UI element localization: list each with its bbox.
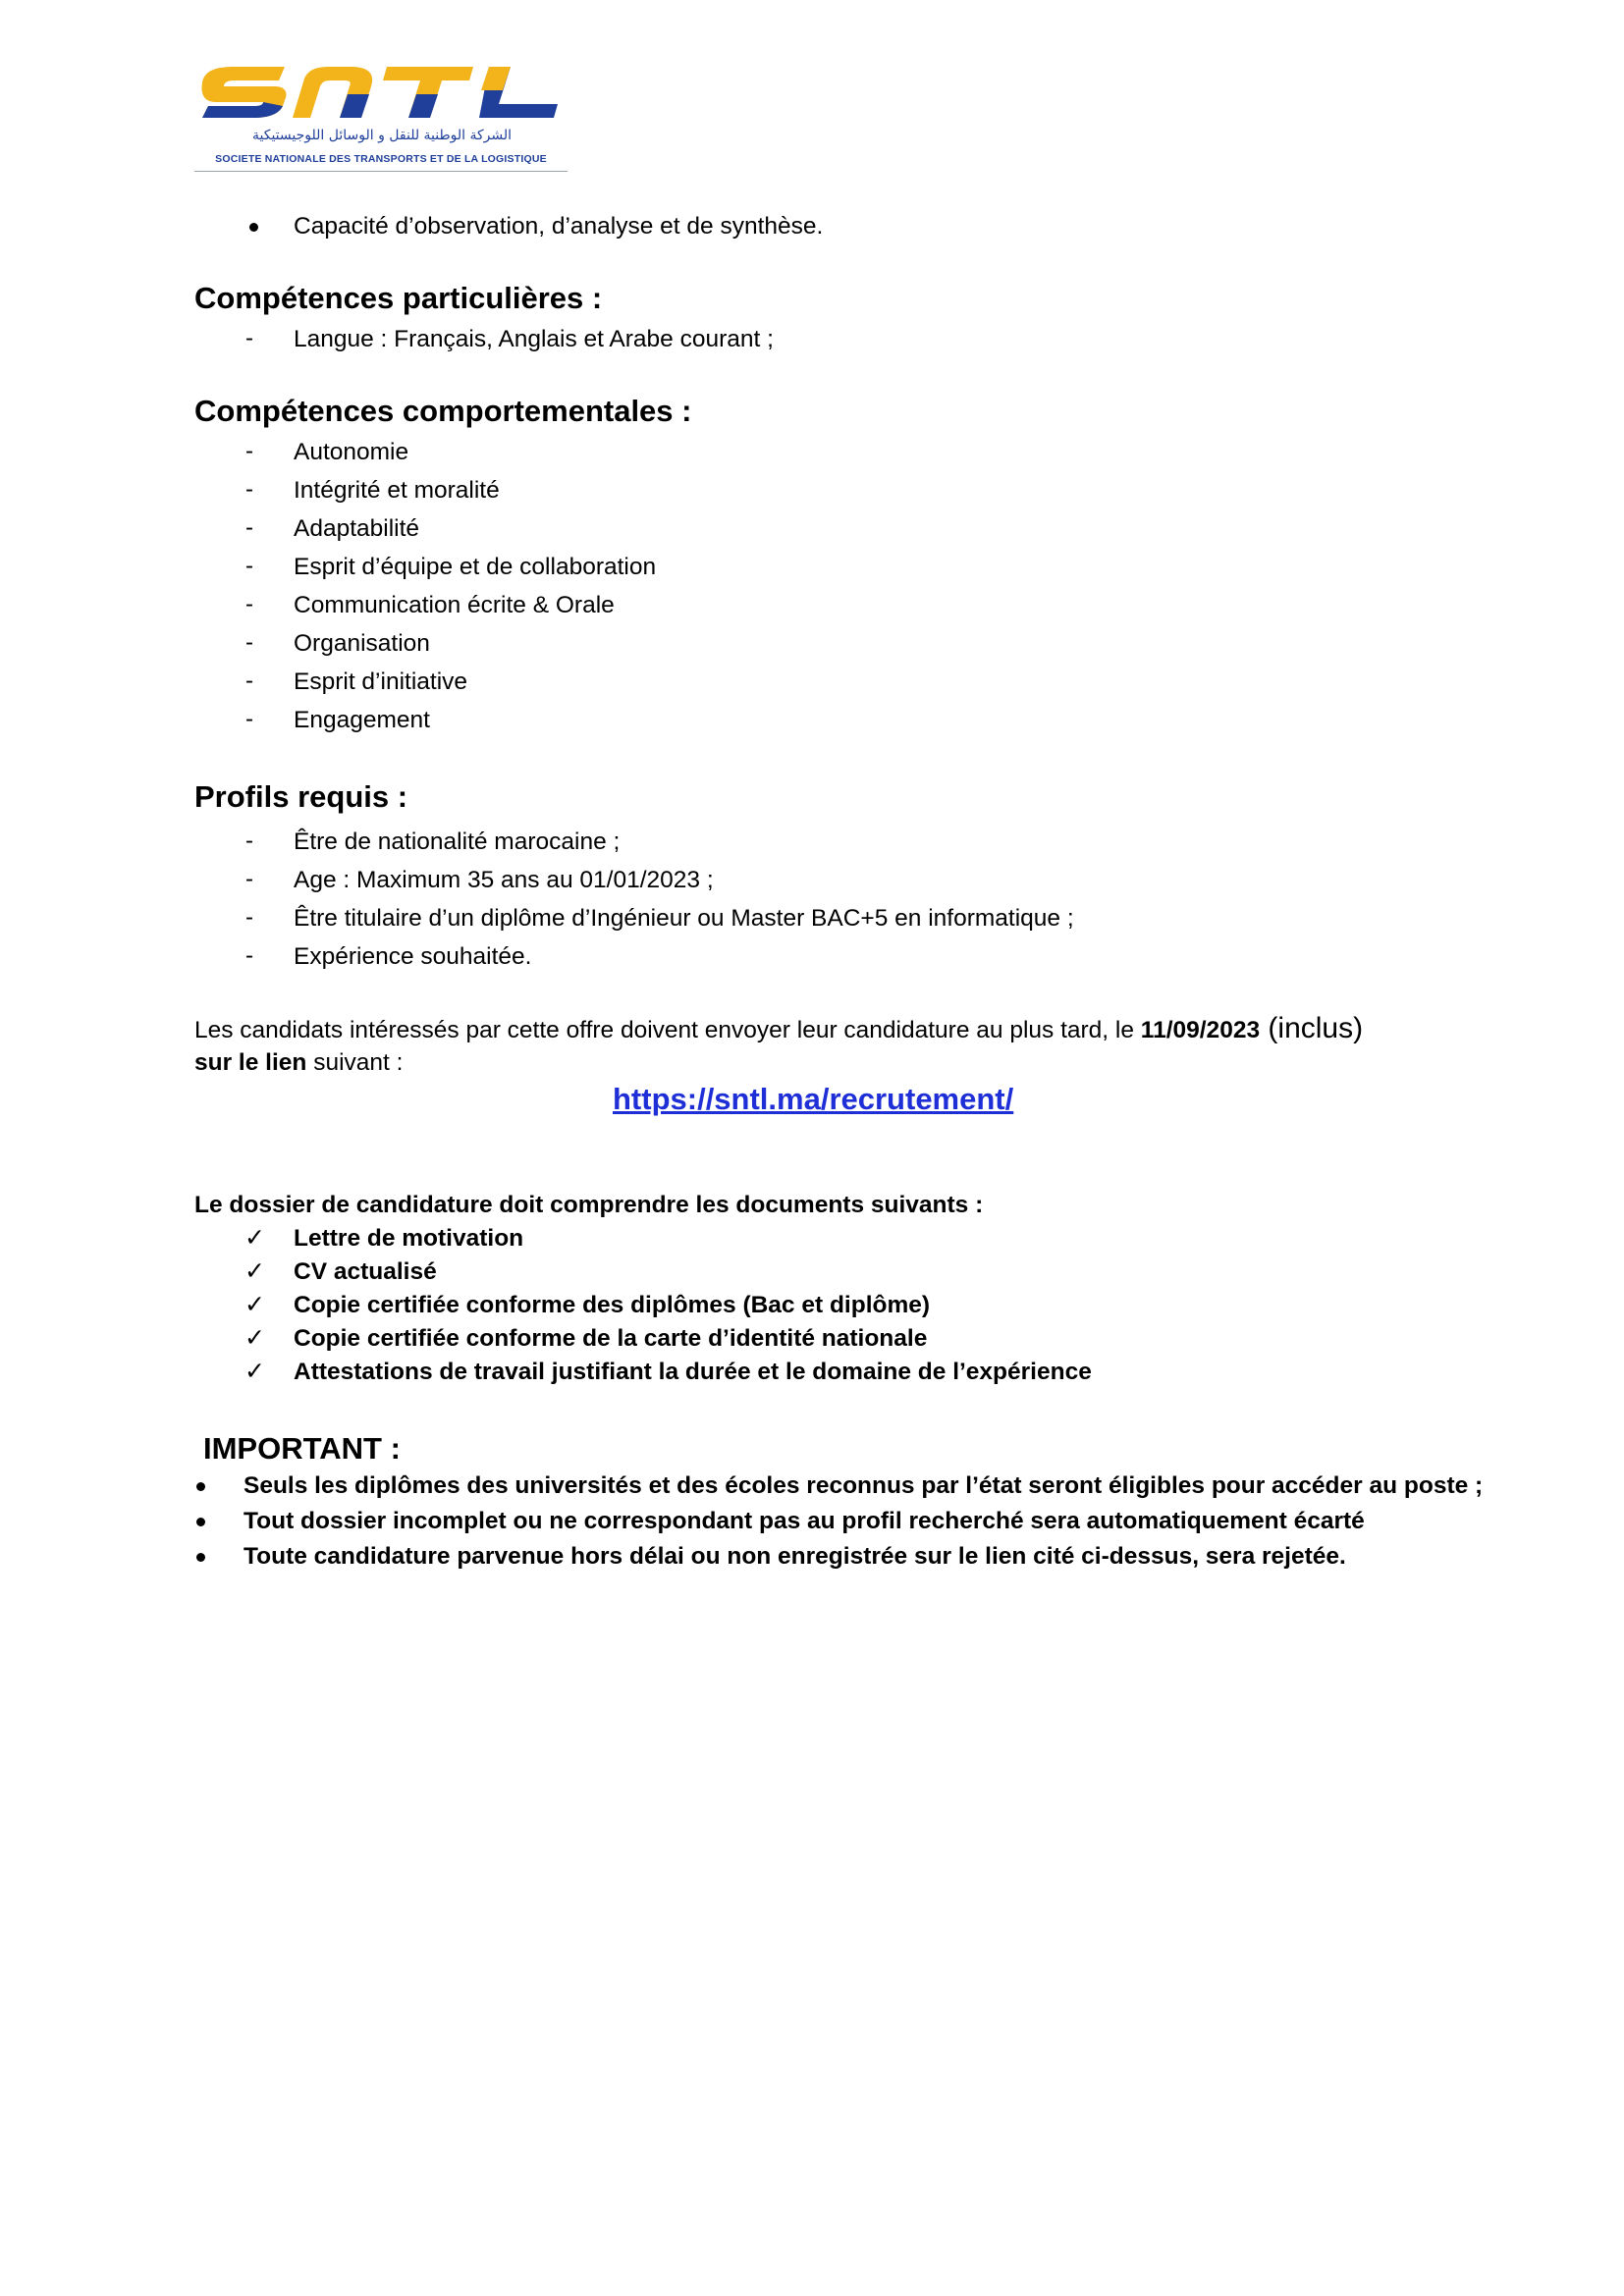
- dash-marker: -: [245, 904, 253, 931]
- top-bullet-text: Capacité d’observation, d’analyse et de synthèse.: [294, 213, 824, 240]
- logo-arabic-name: الشركة الوطنية للنقل و الوسائل اللوجيستيكية: [251, 128, 513, 143]
- bullet-dot: [196, 1518, 205, 1526]
- list-item: Age : Maximum 35 ans au 01/01/2023 ;: [294, 867, 714, 893]
- application-deadline: 11/09/2023: [1140, 1017, 1261, 1043]
- application-line-1: [194, 1014, 1363, 1045]
- application-line2-bold: sur le lien: [194, 1049, 307, 1076]
- list-item: Attestations de travail justifiant la durée et le domaine de l’expérience: [294, 1359, 1092, 1385]
- list-item: Être de nationalité marocaine ;: [294, 828, 621, 855]
- list-item: Engagement: [294, 707, 430, 733]
- list-item: Adaptabilité: [294, 515, 420, 542]
- application-line2-rest: suivant :: [306, 1049, 404, 1076]
- section-title-profils-requis: Profils requis :: [194, 779, 408, 814]
- dash-marker: -: [245, 438, 253, 464]
- dash-marker: -: [245, 553, 253, 579]
- logo-french-name: SOCIETE NATIONALE DES TRANSPORTS ET DE LA LOGISTIQUE: [215, 153, 547, 165]
- list-item: Intégrité et moralité: [294, 477, 500, 504]
- bullet-dot: [196, 1553, 205, 1562]
- dash-marker: -: [245, 514, 253, 541]
- dossier-title: Le dossier de candidature doit comprendre les documents suivants :: [194, 1192, 984, 1218]
- list-item: Esprit d’équipe et de collaboration: [294, 554, 657, 580]
- dash-marker: -: [245, 325, 253, 351]
- dash-marker: -: [245, 828, 253, 854]
- application-line-2: [194, 1048, 403, 1078]
- list-item: Lettre de motivation: [294, 1225, 524, 1252]
- dash-marker: -: [245, 629, 253, 656]
- bullet-dot: [249, 223, 258, 232]
- list-item: Esprit d’initiative: [294, 668, 468, 695]
- list-item: Seuls les diplômes des universités et des écoles reconnus par l’état seront éligibles pour accéder au poste ;: [244, 1472, 1484, 1499]
- list-item: Tout dossier incomplet ou ne correspondant pas au profil recherché sera automatiquement écarté: [244, 1508, 1365, 1534]
- logo-divider: [194, 171, 568, 172]
- dash-marker: -: [245, 942, 253, 969]
- important-title: IMPORTANT :: [203, 1431, 401, 1466]
- check-icon: ✓: [244, 1290, 265, 1318]
- list-item: Expérience souhaitée.: [294, 943, 532, 970]
- dash-marker: -: [245, 667, 253, 694]
- dash-marker: -: [245, 476, 253, 503]
- list-item: Copie certifiée conforme des diplômes (Bac et diplôme): [294, 1292, 931, 1318]
- check-icon: ✓: [244, 1357, 265, 1385]
- bullet-dot: [196, 1482, 205, 1491]
- dash-marker: -: [245, 866, 253, 892]
- list-item: Copie certifiée conforme de la carte d’identité nationale: [294, 1325, 928, 1352]
- list-item: CV actualisé: [294, 1258, 437, 1285]
- dash-marker: -: [245, 706, 253, 732]
- section-title-competences-particulieres: Compétences particulières :: [194, 281, 603, 315]
- application-intro: Les candidats intéressés par cette offre doivent envoyer leur candidature au plus tard, le: [194, 1017, 1141, 1043]
- recruitment-link[interactable]: https://sntl.ma/recrutement/: [613, 1082, 1014, 1116]
- application-inclus: (inclus): [1260, 1012, 1364, 1044]
- dash-marker: -: [245, 591, 253, 617]
- section-title-competences-comportementales: Compétences comportementales :: [194, 394, 692, 428]
- list-item: Organisation: [294, 630, 430, 657]
- list-item: Autonomie: [294, 439, 409, 465]
- list-item: Langue : Français, Anglais et Arabe courant ;: [294, 326, 774, 352]
- list-item: Être titulaire d’un diplôme d’Ingénieur ou Master BAC+5 en informatique ;: [294, 905, 1074, 932]
- check-icon: ✓: [244, 1256, 265, 1285]
- check-icon: ✓: [244, 1223, 265, 1252]
- list-item: Toute candidature parvenue hors délai ou non enregistrée sur le lien cité ci-dessus, sera rejetée.: [244, 1543, 1346, 1570]
- check-icon: ✓: [244, 1323, 265, 1352]
- list-item: Communication écrite & Orale: [294, 592, 615, 618]
